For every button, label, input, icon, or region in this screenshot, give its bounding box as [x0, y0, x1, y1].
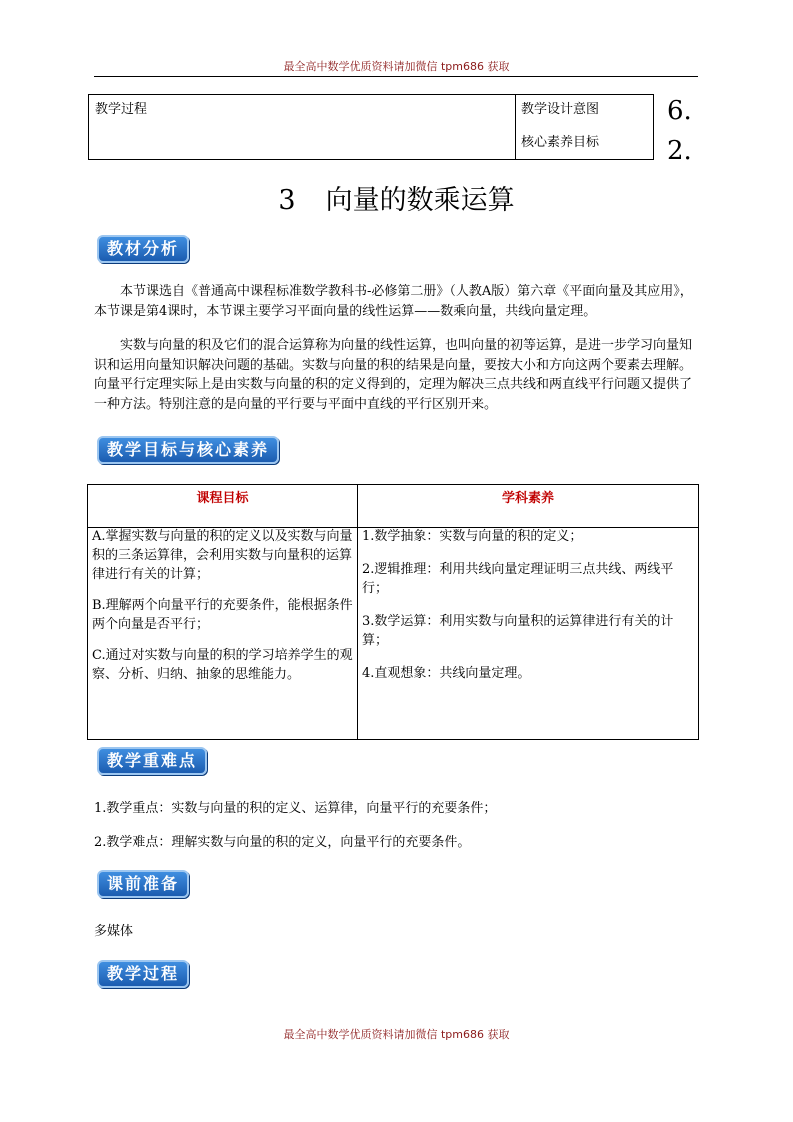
section-badge-process: 教学过程 — [97, 960, 189, 988]
analysis-paragraph: 实数与向量的积及它们的混合运算称为向量的线性运算，也叫向量的初等运算，是进一步学习向量知识和运用向量知识解决问题的基础。实数与向量的积的结果是向量，要按大小和方向这两个要素去理解。向量平行定理实际上是由实数与向量的积的定义得到的，定理为解决三点共线和两直线平行问题又提供了一种方法。特别注意的是向量的平行要与平面中直线的平行区别开来。 — [94, 338, 693, 412]
literacy-item: 4.直观想象：共线向量定理。 — [362, 666, 531, 681]
goals-header-course: 课程目标 — [196, 491, 249, 506]
side-number: 6. — [667, 96, 692, 126]
literacy-item: 2.逻辑推理：利用共线向量定理证明三点共线、两线平行； — [362, 562, 674, 596]
side-number: 2. — [667, 136, 692, 166]
table-cell-core-literacy: 核心素养目标 — [521, 135, 600, 150]
header-rule — [94, 76, 698, 77]
process-header-table — [88, 94, 654, 160]
key-point-item: 1.教学重点：实数与向量的积的定义、运算律，向量平行的充要条件； — [94, 801, 497, 816]
course-goal-item: A.掌握实数与向量的积的定义以及实数与向量积的三条运算律，会利用实数与向量积的运算律进行有关的计算； — [92, 529, 353, 582]
goals-header-literacy: 学科素养 — [501, 491, 554, 506]
section-badge-goals: 教学目标与核心素养 — [97, 436, 279, 464]
table-cell-process: 教学过程 — [95, 102, 148, 117]
key-point-item: 2.教学难点：理解实数与向量的积的定义，向量平行的充要条件。 — [94, 835, 471, 850]
table-divider — [515, 95, 516, 159]
goals-table — [87, 484, 699, 740]
table-cell-design-intent: 教学设计意图 — [521, 102, 600, 117]
literacy-item: 3.数学运算：利用实数与向量积的运算律进行有关的计算； — [362, 614, 674, 648]
lesson-title-text: 向量的数乘运算 — [325, 185, 515, 216]
lesson-title — [0, 178, 793, 217]
literacy-column — [362, 527, 692, 683]
footer-note: 最全高中数学优质资料请加微信 tpm686 获取 — [283, 1028, 510, 1041]
section-badge-key-points: 教学重难点 — [97, 747, 207, 775]
section-badge-analysis: 教材分析 — [97, 235, 189, 263]
literacy-item: 1.数学抽象：实数与向量的积的定义； — [362, 529, 583, 544]
analysis-paragraph: 本节课选自《普通高中课程标准数学教科书-必修第二册》（人教A版）第六章《平面向量及其应用》，本节课是第4课时，本节课主要学习平面向量的线性运算——数乘向量，共线向量定理。 — [94, 284, 693, 319]
preparation-text: 多媒体 — [94, 924, 134, 939]
course-goals-column — [92, 527, 354, 684]
course-goal-item: B.理解两个向量平行的充要条件，能根据条件两个向量是否平行； — [92, 598, 353, 632]
table-divider — [357, 485, 358, 739]
course-goal-item: C.通过对实数与向量的积的学习培养学生的观察、分析、归纳、抽象的思维能力。 — [92, 648, 353, 682]
lesson-number: 3 — [278, 185, 296, 216]
section-badge-preparation: 课前准备 — [97, 870, 189, 898]
header-note: 最全高中数学优质资料请加微信 tpm686 获取 — [283, 60, 510, 73]
